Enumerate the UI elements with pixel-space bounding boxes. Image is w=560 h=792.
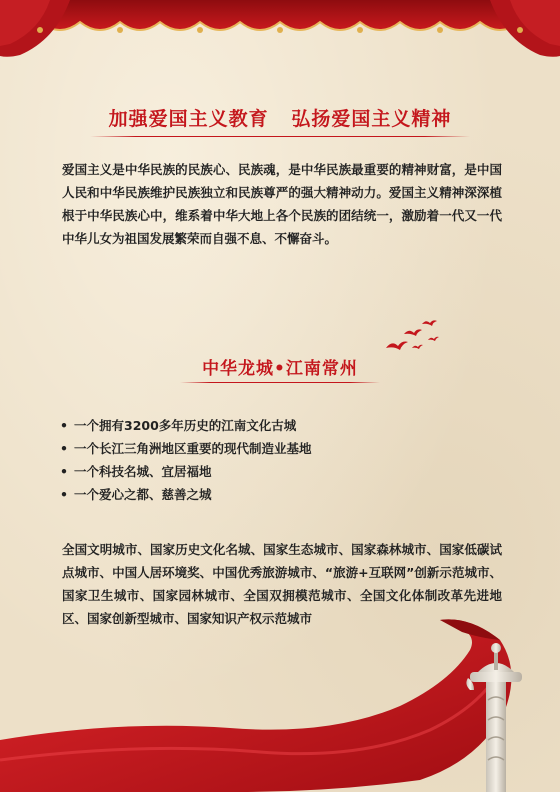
section-subtitle: 中华龙城•江南常州 [202, 359, 358, 379]
city-honors-paragraph: 全国文明城市、国家历史文化名城、国家生态城市、国家森林城市、国家低碳试点城市、中国人居环境奖、中国优秀旅游城市、“旅游+互联网”创新示范城市、国家卫生城市、国家园林城市、全国双拥模范城市、全国文化体制改革先进地区、国家创新型城市、国家知识产权示范城市 [62, 542, 502, 626]
list-item: • 一个科技名城、宜居福地 [60, 460, 312, 483]
red-curtain-top [0, 0, 560, 70]
bullet-icon: • [60, 418, 68, 433]
bullet-icon: • [60, 464, 68, 479]
intro-paragraph: 爱国主义是中华民族的民族心、民族魂，是中华民族最重要的精神财富，是中国人民和中华民族维护民族独立和民族尊严的强大精神动力。爱国主义精神深深植根于中华民族心中，维系着中华大地上各个民族的团结统一，激励着一代又一代中华儿女为祖国发展繁荣而自强不息、不懈奋斗。 [62, 162, 502, 246]
subtitle-underline [180, 382, 380, 383]
feature-list [60, 414, 312, 506]
bullet-icon: • [60, 441, 68, 456]
red-flag-decoration [0, 610, 560, 792]
list-item: • 一个爱心之都、慈善之城 [60, 483, 312, 506]
main-title: 加强爱国主义教育 弘扬爱国主义精神 [108, 108, 452, 130]
bullet-icon: • [60, 487, 68, 502]
title-underline [90, 136, 470, 137]
list-item: • 一个长江三角洲地区重要的现代制造业基地 [60, 437, 312, 460]
list-item: • 一个拥有3200多年历史的江南文化古城 [60, 414, 312, 437]
